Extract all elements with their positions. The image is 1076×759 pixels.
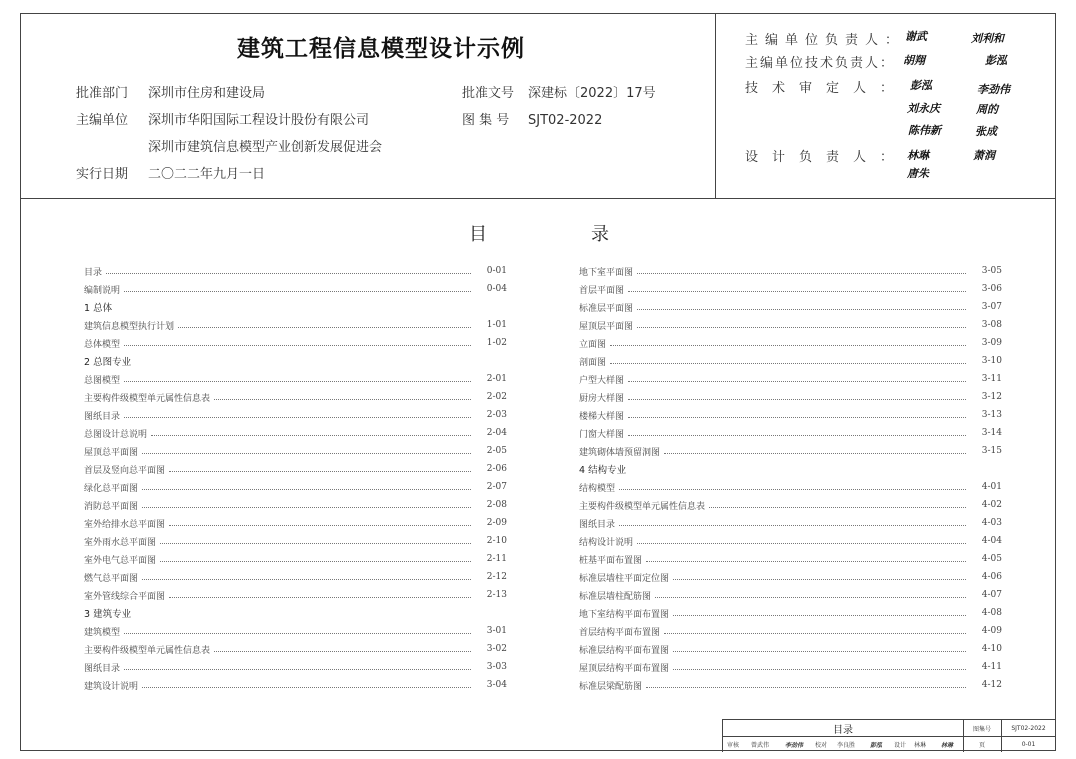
toc-entry-page: 3-14 xyxy=(981,428,1002,438)
toc-entry xyxy=(579,658,1002,676)
toc-leader-dots xyxy=(214,651,471,652)
toc-entry-title: 图纸目录 xyxy=(579,519,616,530)
toc-entry-title: 结构设计说明 xyxy=(579,537,634,548)
toc-entry xyxy=(579,496,1002,514)
signature: 彭泓 xyxy=(910,79,932,92)
atlas-no-value: SJT02-2022 xyxy=(528,113,603,128)
toc-entry-page: 4-10 xyxy=(981,644,1002,654)
toc-entry xyxy=(579,370,1002,388)
toc-entry xyxy=(579,640,1002,658)
toc-entry-title: 室外给排水总平面图 xyxy=(84,519,166,530)
toc-entry xyxy=(579,298,1002,316)
approval-dept-label: 批准部门 xyxy=(76,86,129,101)
toc-leader-dots xyxy=(646,687,966,688)
toc-entry-title: 首层结构平面布置图 xyxy=(579,627,661,638)
toc-entry-title: 标准层平面图 xyxy=(579,303,634,314)
toc-entry xyxy=(579,406,1002,424)
header-divider xyxy=(715,14,716,198)
toc-leader-dots xyxy=(628,399,966,400)
toc-leader-dots xyxy=(673,615,966,616)
toc-left-column xyxy=(84,262,507,694)
toc-entry-title: 室外雨水总平面图 xyxy=(84,537,157,548)
toc-entry-page: 4-05 xyxy=(981,554,1002,564)
tb-design-signature: 林琳 xyxy=(940,742,953,749)
toc-entry xyxy=(579,478,1002,496)
toc-section-heading xyxy=(84,298,507,316)
toc-leader-dots xyxy=(664,633,966,634)
impl-date-label: 实行日期 xyxy=(76,167,129,182)
toc-entry xyxy=(84,676,507,694)
toc-leader-dots xyxy=(637,327,966,328)
atlas-no-label: 图 集 号 xyxy=(462,113,510,128)
tb-page-value: 0-01 xyxy=(1021,741,1036,748)
tb-check-name: 李良胜 xyxy=(836,742,855,749)
toc-entry-page: 2-13 xyxy=(486,590,507,600)
title-block xyxy=(722,719,1056,752)
toc-entry-page: 4-09 xyxy=(981,626,1002,636)
toc-leader-dots xyxy=(709,507,966,508)
toc-leader-dots xyxy=(169,525,471,526)
toc-entry xyxy=(579,334,1002,352)
toc-entry xyxy=(579,676,1002,694)
tb-review-name: 曾武伟 xyxy=(750,742,769,749)
toc-entry-page: 4-02 xyxy=(981,500,1002,510)
toc-right-column xyxy=(579,262,1002,694)
toc-entry-title: 绿化总平面图 xyxy=(84,483,139,494)
toc-leader-dots xyxy=(124,291,471,292)
toc-entry xyxy=(579,532,1002,550)
toc-entry xyxy=(579,622,1002,640)
toc-entry-page: 3-07 xyxy=(981,302,1002,312)
tech-review-label: 技术审定人： xyxy=(745,81,908,96)
toc-entry-title: 编制说明 xyxy=(84,285,121,296)
toc-entry-page: 3-10 xyxy=(981,356,1002,366)
toc-entry xyxy=(84,406,507,424)
signature: 刘永庆 xyxy=(907,102,940,115)
toc-leader-dots xyxy=(106,273,471,274)
toc-entry-title: 建筑信息模型执行计划 xyxy=(84,321,175,332)
toc-heading-1: 目 xyxy=(469,224,487,245)
tb-check-label: 校对 xyxy=(814,742,827,749)
toc-entry-page: 3-02 xyxy=(486,644,507,654)
impl-date-row xyxy=(76,163,265,182)
toc-entry-page: 3-06 xyxy=(981,284,1002,294)
toc-entry xyxy=(84,514,507,532)
approval-doc-row xyxy=(462,82,656,101)
toc-entry-title: 图纸目录 xyxy=(84,663,121,674)
toc-entry-title: 门窗大样图 xyxy=(579,429,625,440)
toc-entry-title: 总图模型 xyxy=(84,375,121,386)
toc-entry xyxy=(579,424,1002,442)
toc-entry-page: 4-07 xyxy=(981,590,1002,600)
toc-entry-page: 4-06 xyxy=(981,572,1002,582)
signature: 彭泓 xyxy=(985,54,1007,67)
toc-entry-title: 建筑模型 xyxy=(84,627,121,638)
toc-entry-page: 2-02 xyxy=(486,392,507,402)
impl-date-value: 二〇二二年九月一日 xyxy=(148,167,266,182)
toc-entry-title: 室外管线综合平面图 xyxy=(84,591,166,602)
toc-entry-page: 4-12 xyxy=(981,680,1002,690)
toc-entry-title: 标准层墙柱平面定位图 xyxy=(579,573,670,584)
signature: 李劲伟 xyxy=(977,83,1010,96)
toc-entry-title: 3 建筑专业 xyxy=(84,609,132,620)
toc-entry-title: 首层及竖向总平面图 xyxy=(84,465,166,476)
toc-entry-page: 4-03 xyxy=(981,518,1002,528)
tech-head-label: 主编单位技术负责人： xyxy=(745,56,896,71)
signature: 谢武 xyxy=(905,30,927,43)
toc-leader-dots xyxy=(169,597,471,598)
toc-leader-dots xyxy=(619,525,966,526)
toc-entry xyxy=(579,388,1002,406)
toc-entry-title: 首层平面图 xyxy=(579,285,625,296)
toc-entry xyxy=(84,586,507,604)
toc-entry-title: 厨房大样图 xyxy=(579,393,625,404)
toc-entry-page: 3-03 xyxy=(486,662,507,672)
toc-entry-title: 主要构件级模型单元属性信息表 xyxy=(579,501,706,512)
signature: 萧润 xyxy=(973,149,995,162)
signature: 胡翔 xyxy=(903,54,925,67)
toc-leader-dots xyxy=(673,579,966,580)
toc-entry xyxy=(84,424,507,442)
toc-entry-title: 地下室平面图 xyxy=(579,267,634,278)
toc-leader-dots xyxy=(637,273,966,274)
tb-review-label: 审核 xyxy=(726,742,739,749)
toc-entry xyxy=(579,442,1002,460)
toc-leader-dots xyxy=(628,435,966,436)
toc-entry xyxy=(579,550,1002,568)
toc-entry xyxy=(84,280,507,298)
toc-leader-dots xyxy=(646,561,966,562)
chief-unit-value-2: 深圳市建筑信息模型产业创新发展促进会 xyxy=(148,140,383,155)
toc-leader-dots xyxy=(124,669,471,670)
toc-entry-title: 总图设计总说明 xyxy=(84,429,148,440)
toc-entry xyxy=(84,622,507,640)
toc-leader-dots xyxy=(655,597,966,598)
signature: 唐朱 xyxy=(907,167,929,180)
toc-leader-dots xyxy=(124,381,471,382)
toc-entry-title: 4 结构专业 xyxy=(579,465,627,476)
toc-leader-dots xyxy=(664,453,966,454)
toc-entry-page: 3-09 xyxy=(981,338,1002,348)
toc-entry-title: 桩基平面布置图 xyxy=(579,555,643,566)
toc-entry-title: 图纸目录 xyxy=(84,411,121,422)
toc-leader-dots xyxy=(610,363,966,364)
toc-entry xyxy=(84,334,507,352)
toc-entry-title: 结构模型 xyxy=(579,483,616,494)
toc-entry-page: 4-08 xyxy=(981,608,1002,618)
toc-leader-dots xyxy=(142,687,471,688)
tb-design-name: 林琳 xyxy=(913,742,926,749)
toc-entry xyxy=(84,388,507,406)
toc-entry-page: 3-04 xyxy=(486,680,507,690)
toc-entry-title: 建筑设计说明 xyxy=(84,681,139,692)
toc-entry-page: 2-05 xyxy=(486,446,507,456)
signature: 陈伟新 xyxy=(908,124,941,137)
toc-leader-dots xyxy=(169,471,471,472)
toc-entry xyxy=(84,550,507,568)
toc-entry-title: 标准层墙柱配筋图 xyxy=(579,591,652,602)
toc-entry xyxy=(84,568,507,586)
toc-leader-dots xyxy=(628,291,966,292)
toc-entry-title: 地下室结构平面布置图 xyxy=(579,609,670,620)
toc-leader-dots xyxy=(673,669,966,670)
toc-entry-title: 室外电气总平面图 xyxy=(84,555,157,566)
toc-entry xyxy=(84,478,507,496)
toc-leader-dots xyxy=(673,651,966,652)
toc-entry xyxy=(579,316,1002,334)
toc-entry xyxy=(579,604,1002,622)
signature: 林琳 xyxy=(907,149,929,162)
toc-leader-dots xyxy=(160,543,471,544)
toc-section-heading xyxy=(84,352,507,370)
toc-entry-page: 3-12 xyxy=(981,392,1002,402)
toc-entry-page: 2-06 xyxy=(486,464,507,474)
toc-entry xyxy=(84,640,507,658)
drawing-frame xyxy=(20,13,1056,751)
tb-drawing-name: 目录 xyxy=(833,724,853,736)
toc-leader-dots xyxy=(628,381,966,382)
toc-leader-dots xyxy=(178,327,471,328)
chief-unit-label: 主编单位 xyxy=(76,113,129,128)
toc-entry-title: 2 总图专业 xyxy=(84,357,132,368)
toc-entry-title: 建筑砌体墙预留洞图 xyxy=(579,447,661,458)
document-title: 建筑工程信息模型设计示例 xyxy=(237,36,525,62)
toc-leader-dots xyxy=(160,561,471,562)
toc-leader-dots xyxy=(637,543,966,544)
toc-entry xyxy=(84,496,507,514)
toc-leader-dots xyxy=(142,453,471,454)
toc-entry xyxy=(579,568,1002,586)
toc-leader-dots xyxy=(142,489,471,490)
toc-leader-dots xyxy=(610,345,966,346)
toc-entry xyxy=(84,460,507,478)
toc-entry-page: 2-08 xyxy=(486,500,507,510)
toc-entry xyxy=(84,316,507,334)
toc-entry xyxy=(84,442,507,460)
toc-entry-page: 4-01 xyxy=(981,482,1002,492)
toc-leader-dots xyxy=(124,633,471,634)
toc-leader-dots xyxy=(142,507,471,508)
toc-entry xyxy=(579,352,1002,370)
toc-entry xyxy=(84,658,507,676)
toc-entry-page: 3-01 xyxy=(486,626,507,636)
toc-entry-page: 3-15 xyxy=(981,446,1002,456)
toc-entry xyxy=(579,262,1002,280)
toc-entry-title: 剖面图 xyxy=(579,357,607,368)
toc-entry-title: 屋顶总平面图 xyxy=(84,447,139,458)
signature: 周的 xyxy=(976,103,998,116)
toc-entry-title: 标准层梁配筋图 xyxy=(579,681,643,692)
toc-entry-page: 1-02 xyxy=(486,338,507,348)
toc-entry-title: 燃气总平面图 xyxy=(84,573,139,584)
toc-entry-page: 2-09 xyxy=(486,518,507,528)
toc-entry-page: 4-11 xyxy=(981,662,1002,672)
toc-entry-title: 屋顶层平面图 xyxy=(579,321,634,332)
signature: 张成 xyxy=(975,125,997,138)
toc-entry-page: 0-04 xyxy=(486,284,507,294)
toc-heading-2: 录 xyxy=(591,224,609,245)
toc-entry-page: 2-04 xyxy=(486,428,507,438)
tb-atlas-value: SJT02-2022 xyxy=(1011,724,1046,732)
approval-dept-row xyxy=(76,82,265,101)
toc-entry-title: 目录 xyxy=(84,267,103,278)
toc-leader-dots xyxy=(619,489,966,490)
unit-head-label: 主编单位负责人： xyxy=(745,33,906,48)
toc-leader-dots xyxy=(214,399,471,400)
approval-dept-value: 深圳市住房和建设局 xyxy=(148,86,266,101)
toc-entry-title: 总体模型 xyxy=(84,339,121,350)
toc-entry-title: 立面图 xyxy=(579,339,607,350)
toc-leader-dots xyxy=(124,345,471,346)
toc-entry-page: 3-05 xyxy=(981,266,1002,276)
design-head-label: 设计负责人： xyxy=(745,150,908,165)
tb-review-signature: 李劲伟 xyxy=(784,742,803,749)
chief-unit-row xyxy=(76,109,369,128)
toc-entry xyxy=(579,514,1002,532)
toc-entry-title: 屋顶层结构平面布置图 xyxy=(579,663,670,674)
toc-entry-page: 0-01 xyxy=(486,266,507,276)
toc-leader-dots xyxy=(628,417,966,418)
toc-entry xyxy=(579,280,1002,298)
approval-doc-label: 批准文号 xyxy=(462,86,515,101)
toc-entry xyxy=(84,532,507,550)
tb-page-label: 页 xyxy=(978,742,985,749)
chief-unit-value-1: 深圳市华阳国际工程设计股份有限公司 xyxy=(148,113,370,128)
toc-entry-title: 1 总体 xyxy=(84,303,113,314)
toc-entry-page: 2-07 xyxy=(486,482,507,492)
toc-entry-page: 3-11 xyxy=(981,374,1002,384)
toc-entry-title: 户型大样图 xyxy=(579,375,625,386)
toc-entry-page: 4-04 xyxy=(981,536,1002,546)
signature: 刘利和 xyxy=(971,32,1004,45)
toc-section-heading xyxy=(84,604,507,622)
toc-entry-title: 主要构件级模型单元属性信息表 xyxy=(84,645,211,656)
toc-entry-page: 2-03 xyxy=(486,410,507,420)
tb-check-signature: 彭泓 xyxy=(869,742,882,749)
tb-atlas-label: 图集号 xyxy=(972,725,991,733)
toc-entry-page: 2-12 xyxy=(486,572,507,582)
toc-entry-title: 楼梯大样图 xyxy=(579,411,625,422)
toc-leader-dots xyxy=(142,579,471,580)
tb-design-label: 设计 xyxy=(893,742,906,749)
toc-entry-title: 消防总平面图 xyxy=(84,501,139,512)
approval-doc-value: 深建标〔2022〕17号 xyxy=(528,86,656,101)
toc-entry-title: 标准层结构平面布置图 xyxy=(579,645,670,656)
toc-leader-dots xyxy=(637,309,966,310)
atlas-no-row xyxy=(462,109,602,128)
header-block xyxy=(21,14,1055,199)
toc-entry xyxy=(84,370,507,388)
toc-entry-page: 2-01 xyxy=(486,374,507,384)
toc-entry-title: 主要构件级模型单元属性信息表 xyxy=(84,393,211,404)
toc-entry-page: 3-08 xyxy=(981,320,1002,330)
toc-entry-page: 1-01 xyxy=(486,320,507,330)
toc-leader-dots xyxy=(124,417,471,418)
toc-entry-page: 2-10 xyxy=(486,536,507,546)
toc-leader-dots xyxy=(151,435,471,436)
toc-entry xyxy=(579,586,1002,604)
toc-section-heading xyxy=(579,460,1002,478)
toc-entry-page: 3-13 xyxy=(981,410,1002,420)
toc-entry xyxy=(84,262,507,280)
toc-entry-page: 2-11 xyxy=(486,554,507,564)
